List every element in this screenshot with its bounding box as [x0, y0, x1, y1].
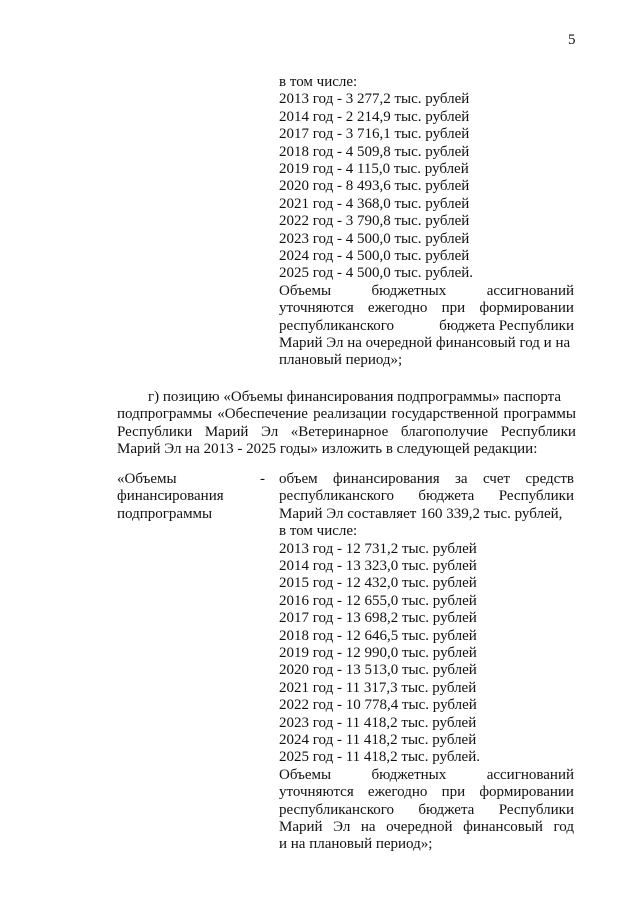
note-line	[279, 784, 574, 801]
text-fragment: Республики	[117, 423, 193, 440]
text-fragment: благополучие	[400, 423, 489, 440]
text-fragment: Объемы	[279, 766, 332, 783]
text-fragment: реализации	[313, 406, 387, 423]
text-fragment: ассигнований	[486, 766, 574, 783]
dash: -	[260, 471, 265, 487]
intro-line: в том числе:	[279, 74, 358, 90]
text-fragment: год	[553, 819, 574, 835]
note-line	[279, 318, 574, 335]
text-fragment: Марий Эл на 2013 - 2025 годы» изложить в следующей редакции:	[117, 441, 538, 458]
text-fragment: Республики	[498, 801, 574, 818]
year-line: 2021 год - 11 317,3 тыс. рублей	[279, 679, 477, 696]
year-line: 2020 год - 8 493,6 тыс. рублей	[279, 178, 470, 195]
text-fragment: уточняются	[279, 300, 354, 317]
text-fragment: Республики	[498, 488, 574, 505]
text-fragment: Марий Эл на очередной финансовый год и на	[279, 335, 571, 351]
text-fragment: республиканского	[279, 317, 394, 334]
text-fragment: программы	[503, 406, 576, 423]
text-fragment: уточняются	[279, 784, 354, 801]
text-fragment: финансовый	[463, 819, 543, 835]
text-fragment: Объемы	[279, 282, 332, 299]
year-line: 2016 год - 12 655,0 тыс. рублей	[279, 592, 477, 609]
text-fragment: при	[441, 300, 466, 317]
note-line	[279, 300, 574, 317]
paragraph-line	[117, 406, 576, 423]
year-line: 2014 год - 2 214,9 тыс. рублей	[279, 108, 470, 125]
year-line: 2022 год - 3 790,8 тыс. рублей	[279, 213, 470, 230]
note-line	[279, 283, 574, 300]
text-fragment: Марий	[204, 423, 249, 440]
note-line	[279, 802, 574, 819]
text-fragment: формировании	[479, 784, 574, 801]
text-fragment: бюджетных	[371, 766, 447, 783]
head-line	[279, 523, 357, 540]
text-fragment: на	[360, 819, 376, 835]
note-line	[279, 836, 432, 853]
text-fragment: Республики	[500, 423, 576, 440]
year-line: 2013 год - 3 277,2 тыс. рублей	[279, 91, 470, 108]
text-fragment: «Обеспечение	[217, 406, 308, 423]
text-fragment: государственной	[391, 406, 499, 423]
note-line	[279, 352, 402, 369]
text-fragment: объем	[279, 471, 318, 487]
year-line: 2023 год - 4 500,0 тыс. рублей	[279, 230, 470, 247]
text-fragment: счет	[482, 471, 511, 487]
year-line: 2019 год - 4 115,0 тыс. рублей	[279, 161, 469, 177]
text-fragment: бюджета	[418, 801, 475, 818]
text-fragment: за	[455, 471, 468, 487]
paragraph-line	[117, 424, 576, 441]
year-line: 2019 год - 12 990,0 тыс. рублей	[279, 645, 477, 661]
note-line	[279, 819, 574, 836]
head-line	[279, 506, 562, 523]
year-line: 2024 год - 4 500,0 тыс. рублей	[279, 248, 470, 264]
text-fragment: финансирования	[333, 471, 440, 487]
text-fragment: «Ветеринарное	[290, 423, 389, 440]
note-line	[279, 335, 570, 352]
paragraph-line	[148, 389, 561, 406]
year-line: 2017 год - 13 698,2 тыс. рублей	[279, 610, 477, 627]
text-fragment: в том числе:	[279, 523, 358, 540]
year-line: 2014 год - 13 323,0 тыс. рублей	[279, 558, 477, 574]
text-fragment: ассигнований	[486, 282, 574, 299]
page-number: 5	[568, 32, 576, 48]
paragraph-line	[117, 441, 537, 458]
text-fragment: средств	[525, 471, 574, 487]
text-fragment: и на плановый период»;	[279, 836, 433, 853]
label-line: финансирования	[117, 488, 224, 505]
year-line: 2013 год - 12 731,2 тыс. рублей	[279, 540, 477, 557]
text-fragment: формировании	[479, 300, 574, 317]
text-fragment: бюджетных	[371, 282, 447, 299]
head-line	[279, 488, 574, 505]
text-fragment: республиканского	[279, 801, 394, 818]
year-line: 2018 год - 4 509,8 тыс. рублей	[279, 143, 470, 160]
text-fragment: Марий Эл составляет 160 339,2 тыс. рублей,	[279, 505, 563, 522]
text-fragment: Марий	[279, 819, 323, 835]
text-fragment: бюджета Республики	[439, 317, 574, 334]
year-line: 2025 год - 11 418,2 тыс. рублей.	[279, 749, 480, 766]
note-line	[279, 767, 574, 784]
text-fragment: очередной	[386, 819, 453, 835]
year-line: 2025 год - 4 500,0 тыс. рублей.	[279, 265, 474, 282]
year-line: 2024 год - 11 418,2 тыс. рублей	[279, 732, 477, 748]
year-line: 2021 год - 4 368,0 тыс. рублей	[279, 195, 470, 212]
label-line: «Объемы	[117, 471, 177, 487]
year-line: 2017 год - 3 716,1 тыс. рублей	[279, 126, 470, 143]
year-line: 2015 год - 12 432,0 тыс. рублей	[279, 575, 477, 592]
text-fragment: подпрограммы	[117, 406, 213, 423]
text-fragment: Эл	[261, 423, 279, 440]
year-line: 2023 год - 11 418,2 тыс. рублей	[279, 714, 477, 731]
year-line: 2020 год - 13 513,0 тыс. рублей	[279, 662, 477, 679]
text-fragment: плановый период»;	[279, 352, 403, 369]
text-fragment: бюджета	[418, 488, 475, 505]
head-line	[279, 471, 574, 488]
text-fragment: республиканского	[279, 488, 394, 505]
year-line: 2022 год - 10 778,4 тыс. рублей	[279, 697, 477, 714]
year-line: 2018 год - 12 646,5 тыс. рублей	[279, 627, 477, 644]
text-fragment: ежегодно	[367, 784, 428, 801]
label-line: подпрограммы	[117, 505, 213, 522]
text-fragment: ежегодно	[367, 300, 428, 317]
text-fragment: при	[441, 784, 466, 801]
text-fragment: г) позицию «Объемы финансирования подпрограммы» паспорта	[148, 389, 562, 405]
text-fragment: Эл	[333, 819, 351, 835]
